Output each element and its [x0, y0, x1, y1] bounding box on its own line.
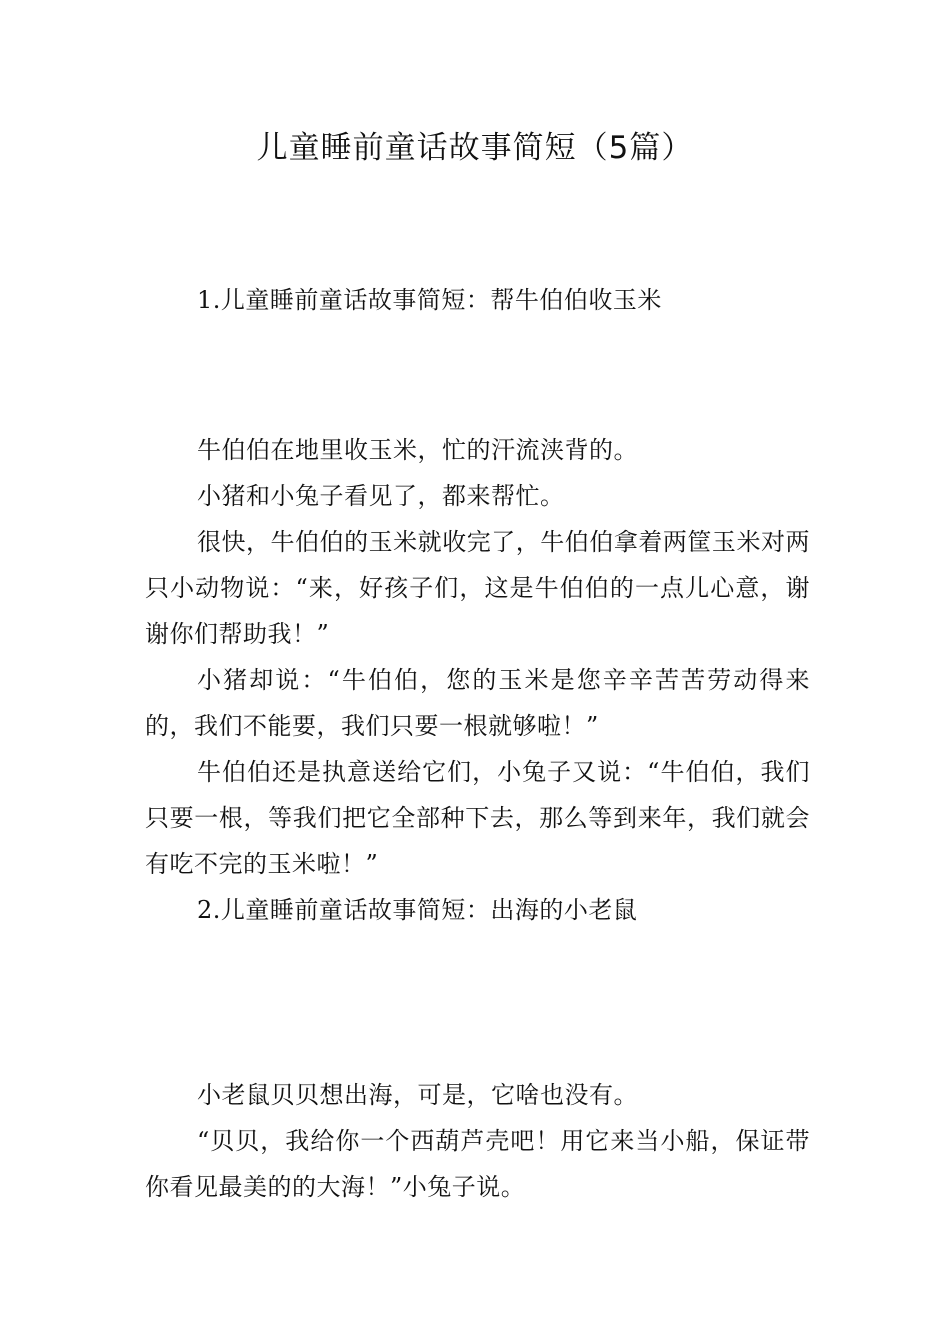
paragraph: 小猪和小兔子看见了，都来帮忙。 — [197, 482, 565, 510]
section-1 — [145, 277, 810, 323]
paragraph: “贝贝，我给你一个西葫芦壳吧！用它来当小船，保证带你看见最美的的大海！”小兔子说。 — [145, 1127, 810, 1201]
section-heading: 2.儿童睡前童话故事简短：出海的小老鼠 — [197, 896, 638, 924]
section-2-body — [145, 1072, 810, 1210]
paragraph: 小猪却说：“牛伯伯，您的玉米是您辛辛苦苦劳动得来的，我们不能要，我们只要一根就够啦！” — [145, 666, 810, 740]
paragraph: 牛伯伯还是执意送给它们，小兔子又说：“牛伯伯，我们只要一根，等我们把它全部种下去，那么等到来年，我们就会有吃不完的玉米啦！” — [145, 758, 810, 878]
paragraph: 牛伯伯在地里收玉米，忙的汗流浃背的。 — [197, 436, 638, 464]
section-heading: 1.儿童睡前童话故事简短：帮牛伯伯收玉米 — [197, 286, 662, 314]
document-title: 儿童睡前童话故事简短（5篇） — [256, 130, 694, 166]
paragraph: 很快，牛伯伯的玉米就收完了，牛伯伯拿着两筐玉米对两只小动物说：“来，好孩子们，这是牛伯伯的一点儿心意，谢谢你们帮助我！” — [145, 528, 810, 648]
section-1-body — [145, 427, 810, 933]
paragraph: 小老鼠贝贝想出海，可是，它啥也没有。 — [197, 1081, 638, 1109]
